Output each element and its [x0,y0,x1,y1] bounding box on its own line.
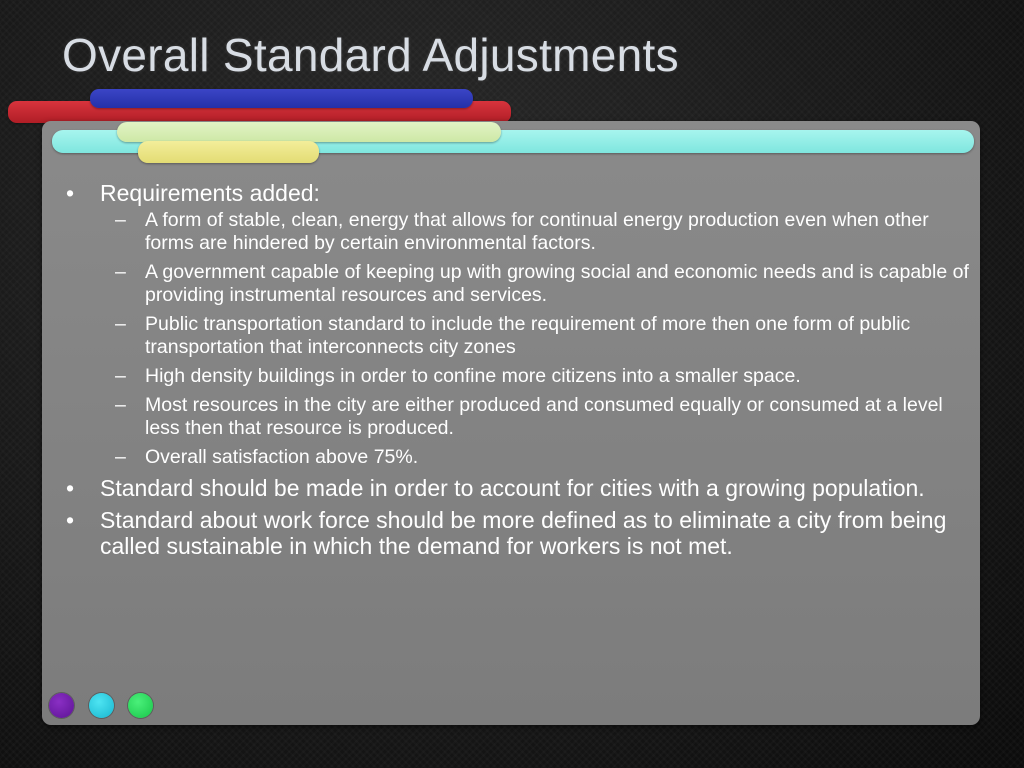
sub-bullet-item [100,313,975,359]
green-circle-icon [128,693,153,718]
sub-bullet-text: Overall satisfaction above 75%. [145,446,419,468]
decorative-lime-bar [117,122,501,142]
sub-bullet-text: High density buildings in order to confine more citizens into a smaller space. [145,365,801,387]
dash-marker: – [115,365,126,387]
sub-bullet-item [100,394,975,440]
decorative-yellow-bar [138,141,319,163]
decorative-blue-bar [90,89,473,108]
sub-bullet-item [100,209,975,255]
bullet-marker: • [66,475,75,501]
sub-bullet-text: A form of stable, clean, energy that allows for continual energy production even when other forms are hindered by certain environmental factors. [145,209,929,254]
bullet-marker: • [66,180,75,206]
dash-marker: – [115,394,126,416]
sub-bullet-text: Most resources in the city are either produced and consumed equally or consumed at a level less then that resource is produced. [145,394,943,439]
bullet-item [60,507,975,559]
cyan-circle-icon [89,693,114,718]
bullet-item [60,475,975,501]
dash-marker: – [115,313,126,335]
bullet-list [60,180,975,565]
sub-bullet-list [100,209,975,469]
bullet-text: Requirements added: [100,180,320,206]
sub-bullet-item [100,261,975,307]
dash-marker: – [115,446,126,468]
bullet-text: Standard about work force should be more defined as to eliminate a city from being called sustainable in which the demand for workers is not met. [100,507,947,559]
sub-bullet-item [100,446,975,469]
bullet-text: Standard should be made in order to account for cities with a growing population. [100,475,925,501]
sub-bullet-item [100,365,975,388]
purple-circle-icon [49,693,74,718]
bullet-item [60,180,975,469]
sub-bullet-text: A government capable of keeping up with growing social and economic needs and is capable of providing instrumental resources and services. [145,261,969,306]
bullet-marker: • [66,507,75,533]
slide-title: Overall Standard Adjustments [62,29,679,81]
dash-marker: – [115,261,126,283]
dash-marker: – [115,209,126,231]
sub-bullet-text: Public transportation standard to include the requirement of more then one form of public transportation that interconnects city zones [145,313,911,358]
